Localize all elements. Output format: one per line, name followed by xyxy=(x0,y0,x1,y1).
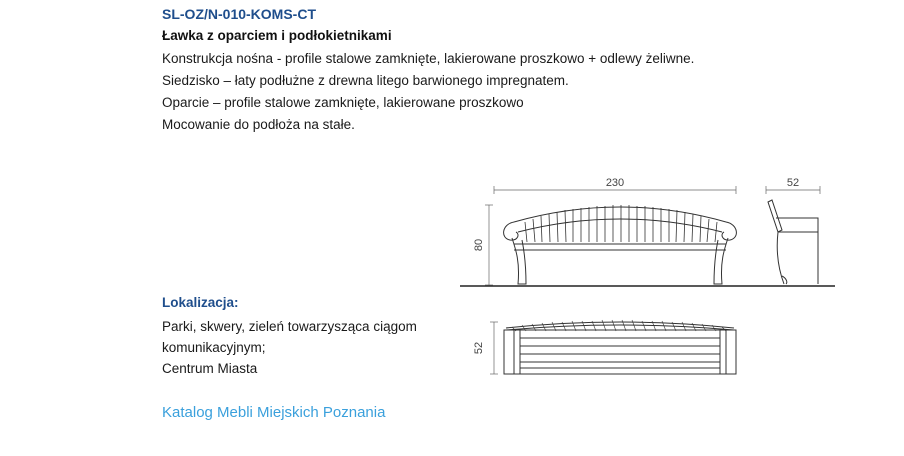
bench-front-view xyxy=(460,186,835,286)
side-depth-label: 52 xyxy=(786,177,800,189)
location-line: komunikacyjnym; xyxy=(162,340,266,355)
description-line: Siedzisko – łaty podłużne z drewna litego barwionego impregnatem. xyxy=(162,73,569,88)
bench-top-view xyxy=(490,320,736,374)
location-heading: Lokalizacja: xyxy=(162,295,239,310)
description-line: Mocowanie do podłoża na stałe. xyxy=(162,117,355,132)
catalog-footer: Katalog Mebli Miejskich Poznania xyxy=(162,404,386,421)
description-line: Oparcie – profile stalowe zamknięte, lakierowane proszkowo xyxy=(162,95,524,110)
location-line: Centrum Miasta xyxy=(162,361,258,376)
front-height-label: 80 xyxy=(473,238,485,252)
front-width-label: 230 xyxy=(605,177,625,189)
bench-side-view xyxy=(766,186,820,284)
product-title: Ławka z oparciem i podłokietnikami xyxy=(162,28,392,43)
description-line: Konstrukcja nośna - profile stalowe zamknięte, lakierowane proszkowo + odlewy żeliwne. xyxy=(162,51,695,66)
top-depth-label: 52 xyxy=(473,341,485,355)
location-line: Parki, skwery, zieleń towarzysząca ciągom xyxy=(162,319,417,334)
product-code: SL-OZ/N-010-KOMS-CT xyxy=(162,6,316,22)
